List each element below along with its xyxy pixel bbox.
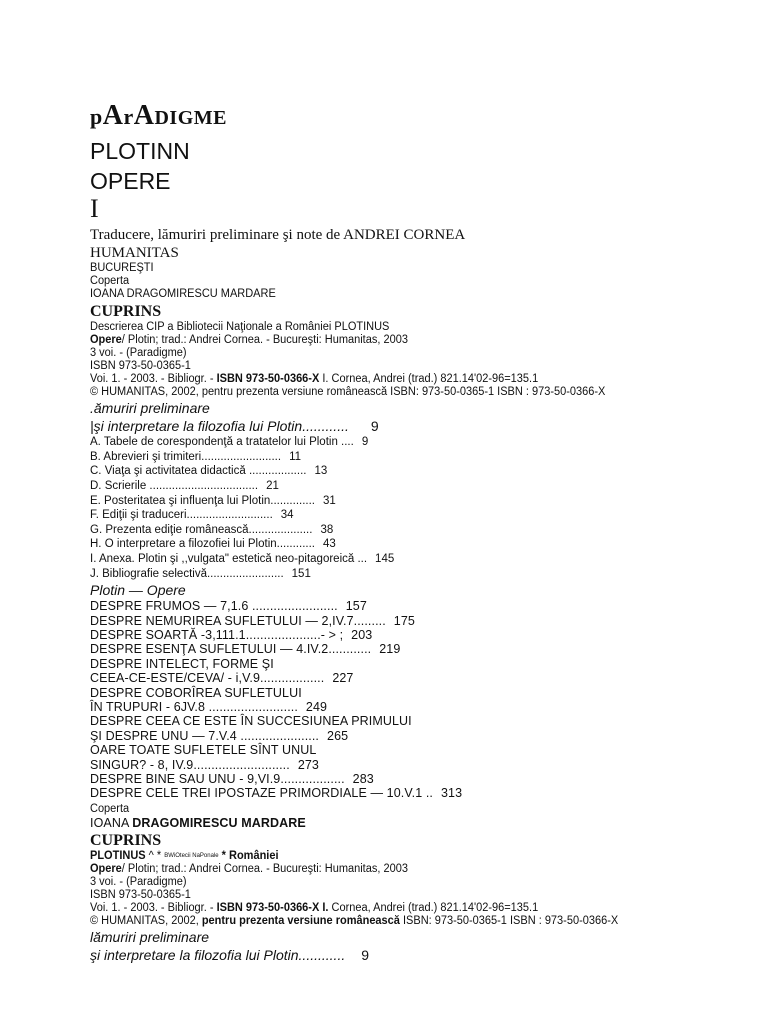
opere-item	[90, 714, 730, 728]
toc-item-page: 145	[375, 552, 395, 565]
toc-heading-2	[90, 417, 730, 435]
toc-item-page: 11	[289, 450, 302, 463]
toc-item-page: 31	[323, 494, 336, 507]
toc-item	[90, 537, 730, 552]
series-letter-p: p	[90, 104, 103, 129]
cip2-line-6-post: ISBN: 973-50-0365-1 ISBN : 973-50-0366-X	[399, 914, 619, 928]
opere-item-text: ÎN TRUPURI - 6JV.8 .........................	[90, 699, 298, 714]
opere-item-text: ŞI DESPRE UNU — 7.V.4 ......................	[90, 728, 320, 743]
toc-heading-2-text: |şi interpretare la filozofia lui Plotin	[90, 418, 303, 435]
opere-item-text: DESPRE BINE SAU UNU - 9,VI.9..................	[90, 772, 345, 786]
toc-item-page: 151	[291, 567, 311, 580]
toc-item-text: D. Scrierile ..................................	[90, 479, 259, 492]
cip2-line-6-pre: © HUMANITAS, 2002,	[90, 914, 202, 928]
cover-artist-2-first: IOANA	[90, 815, 133, 830]
cip-line-2-rest: / Plotin; trad.: Andrei Cornea. - Bucureşti: Humanitas, 2003	[121, 333, 408, 347]
toc2-heading-1: lămuriri preliminare	[90, 929, 210, 946]
series-letter-r: r	[123, 104, 134, 129]
opere-item-text: CEEA-CE-ESTE/CEVA/ - i,V.9..................	[90, 671, 325, 686]
opere-item	[90, 614, 730, 628]
cuprins-heading-2: CUPRINS	[90, 832, 162, 850]
opere-item	[90, 772, 730, 786]
opere-item-page: 157	[345, 599, 367, 614]
opere-item	[90, 671, 730, 685]
opere-item-text: DESPRE NEMURIREA SUFLETULUI — 2,IV.7.........	[90, 613, 386, 628]
cip2-line-2	[90, 863, 730, 877]
toc-item-text: H. O interpretare a filozofiei lui Plotin............	[90, 538, 315, 551]
opere-item-text: DESPRE INTELECT, FORME ŞI	[90, 656, 274, 671]
toc-item	[90, 523, 730, 538]
opere-item-text: DESPRE CELE TREI IPOSTAZE PRIMORDIALE — 10.V.1 ..	[90, 786, 433, 801]
opere-item-text: SINGUR? - 8, IV.9...........................	[90, 757, 290, 772]
cip2-line-1	[90, 850, 730, 864]
city: BUCUREŞTI	[90, 261, 154, 275]
opere-item	[90, 758, 730, 772]
toc-item	[90, 508, 730, 523]
opere-item-page: 227	[332, 671, 354, 686]
toc-item-text: C. Viaţa şi activitatea didactică ..................	[90, 465, 307, 478]
toc-item-text: F. Ediţii şi traduceri...........................	[90, 509, 273, 522]
toc-item	[90, 450, 730, 465]
toc-item	[90, 494, 730, 509]
toc-item-page: 13	[314, 465, 328, 478]
opere-item-page: 273	[297, 757, 319, 772]
translator-line: Traducere, lămuriri preliminare şi note de ANDREI CORNEA	[90, 227, 466, 244]
cip-opere: Opere	[90, 333, 122, 347]
toc-item	[90, 435, 730, 450]
work-title: OPERE	[90, 168, 171, 195]
cip-line-2	[90, 334, 730, 348]
toc-item	[90, 552, 730, 567]
cuprins-heading: CUPRINS	[90, 303, 162, 321]
cip2-line-6	[90, 915, 730, 929]
series-title	[90, 100, 730, 132]
toc-item-text: B. Abrevieri şi trimiteri.........................	[90, 450, 282, 463]
toc-item-text: A. Tabele de corespondenţă a tratatelor lui Plotin ....	[90, 436, 354, 449]
cover-artist-2-bold: DRAGOMIRESCU MARDARE	[132, 815, 306, 830]
cip2-opere: Opere	[90, 862, 122, 876]
cip-line-5-post: I. Cornea, Andrei (trad.) 821.14'02-96=135.1	[319, 372, 539, 386]
toc-item-page: 43	[322, 538, 336, 551]
cip2-mid: ^ *	[145, 849, 165, 863]
toc-items	[90, 435, 730, 581]
cover-artist-2	[90, 816, 730, 830]
opere-item-page: 219	[379, 642, 401, 657]
cover-label: Coperta	[90, 274, 130, 288]
toc-item-text: J. Bibliografie selectivă........................	[90, 567, 284, 580]
opere-item-page: 283	[352, 772, 374, 786]
opere-item	[90, 657, 730, 671]
cip-line-5-pre: Voi. 1. - 2003. - Bibliogr. -	[90, 372, 217, 386]
cip2-line-5-isbn: ISBN 973-50-0366-X I.	[216, 901, 329, 915]
opere-item-text: OARE TOATE SUFLETELE SÎNT UNUL	[90, 743, 317, 758]
cip-line-5	[90, 373, 730, 387]
cip2-line-4: ISBN 973-50-0365-1	[90, 888, 191, 902]
opere-item-page: 265	[327, 728, 349, 743]
cip2-line-5-pre: Voi. 1. - 2003. - Bibliogr. -	[90, 901, 217, 915]
opere-item-page: 313	[440, 786, 463, 801]
cip2-tiny: BWiOtecii NaPonale	[164, 853, 219, 860]
toc-item-text: G. Prezenta ediţie românească....................	[90, 523, 313, 536]
series-rest: DIGME	[154, 107, 227, 129]
opere-item-page: 203	[351, 627, 373, 642]
toc2-heading-2-page: 9	[361, 947, 370, 964]
opere-item-text: DESPRE CEEA CE ESTE ÎN SUCCESIUNEA PRIMULUI	[90, 714, 412, 729]
cip-line-4: ISBN 973-50-0365-1	[90, 359, 191, 373]
cip-line-3: 3 voi. - (Paradigme)	[90, 346, 187, 360]
cip2-line-2-rest: / Plotin; trad.: Andrei Cornea. - Bucureşti: Humanitas, 2003	[121, 862, 408, 876]
toc-heading-1: .ămuriri preliminare	[90, 400, 210, 417]
opere-item	[90, 743, 730, 757]
opere-item-text: DESPRE ESENŢA SUFLETULUI — 4.IV.2............	[90, 642, 372, 657]
cip-line-1: Descrierea CIP a Bibliotecii Naţionale a României PLOTINUS	[90, 320, 390, 334]
publisher: HUMANITAS	[90, 245, 179, 262]
opere-item-page: 249	[305, 699, 328, 714]
opere-item	[90, 786, 730, 800]
cover-artist: IOANA DRAGOMIRESCU MARDARE	[90, 287, 276, 301]
opere-item	[90, 700, 730, 714]
toc-item-text: E. Posteritatea şi influenţa lui Plotin..............	[90, 494, 315, 507]
cip-line-6: © HUMANITAS, 2002, pentru prezenta versiune românească ISBN: 973-50-0365-1 ISBN : 973-50-0366-X	[90, 385, 606, 399]
toc2-heading-2	[90, 946, 730, 964]
cip2-line-3: 3 voi. - (Paradigme)	[90, 875, 187, 889]
toc-heading-2-dots: ............	[302, 418, 349, 435]
toc-item	[90, 567, 730, 582]
toc-heading-2-page: 9	[370, 418, 379, 435]
toc-item-text: I. Anexa. Plotin şi ,,vulgata" estetică neo-pitagoreică ...	[90, 552, 368, 565]
cip2-romaniei: * României	[218, 849, 279, 863]
opere-list	[90, 599, 730, 801]
toc-item	[90, 479, 730, 494]
cip2-line-6-bold: pentru prezenta versiune românească	[201, 914, 400, 928]
cover-label-2: Coperta	[90, 802, 130, 816]
opere-item	[90, 642, 730, 656]
opere-item-text: DESPRE FRUMOS — 7,1.6 ........................	[90, 599, 338, 614]
cip2-line-5	[90, 902, 730, 916]
opere-item	[90, 599, 730, 613]
cip2-line-5-post: Cornea, Andrei (trad.) 821.14'02-96=135.1	[328, 901, 539, 915]
series-letter-a2: A	[133, 100, 155, 131]
opere-item	[90, 686, 730, 700]
opere-item-text: DESPRE COBORÎREA SUFLETULUI	[90, 685, 302, 700]
opere-item	[90, 628, 730, 642]
opere-item	[90, 729, 730, 743]
opere-item-page: 175	[393, 613, 415, 628]
book-page	[90, 100, 730, 964]
series-letter-a: A	[102, 100, 124, 131]
toc2-heading-2-text: şi interpretare la filozofia lui Plotin	[90, 947, 299, 964]
toc-item-page: 21	[266, 479, 279, 492]
opere-item-text: DESPRE SOARTĂ -3,111.1.....................- > ;	[90, 627, 344, 642]
toc-item	[90, 464, 730, 479]
volume-number: I	[90, 194, 99, 224]
toc-item-page: 38	[320, 523, 334, 536]
toc-item-page: 9	[361, 436, 369, 449]
toc2-heading-2-dots: ............	[298, 947, 346, 964]
cip2-plotinus: PLOTINUS	[90, 849, 146, 863]
cip-line-5-isbn: ISBN 973-50-0366-X	[216, 372, 320, 386]
author-name: PLOTINN	[90, 138, 190, 165]
opere-heading: Plotin — Opere	[90, 582, 186, 599]
toc-item-page: 34	[280, 509, 294, 522]
